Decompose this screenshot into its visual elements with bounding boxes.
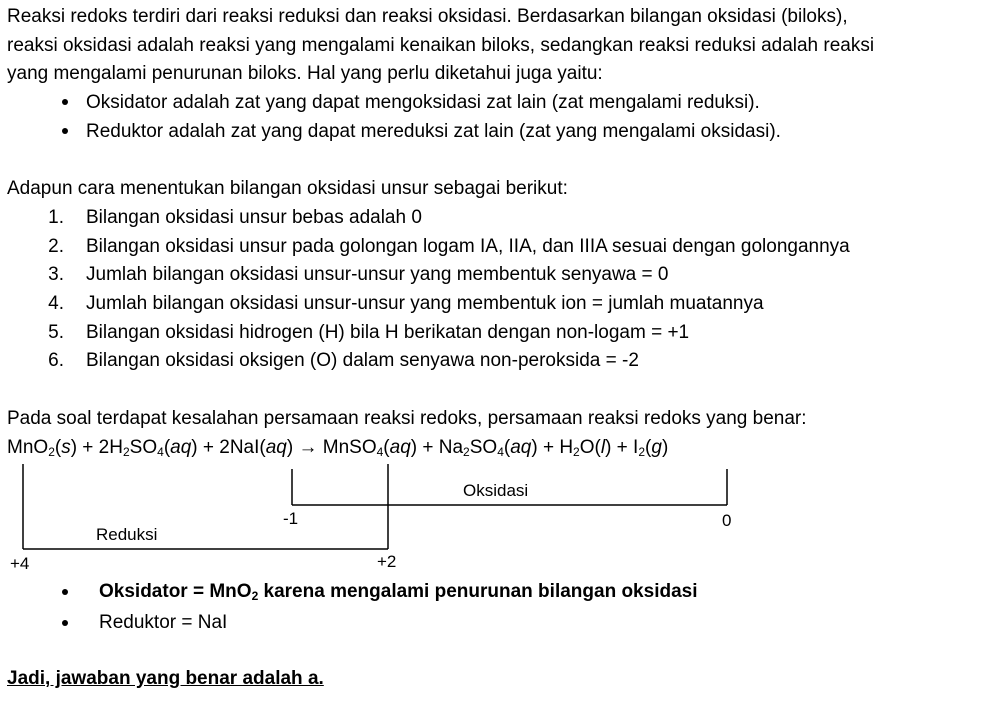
rule-item: Bilangan oksidasi hidrogen (H) bila H berikatan dengan non-logam = +1 [86,322,690,343]
intro-line-2: reaksi oksidasi adalah reaksi yang mengalami kenaikan biloks, sedangkan reaksi reduksi adalah reaksi [7,35,875,56]
equation-intro: Pada soal terdapat kesalahan persamaan reaksi redoks, persamaan reaksi redoks yang benar: [7,408,807,429]
bullet-icon [62,620,68,626]
rule-number: 4. [48,293,64,314]
rule-item: Bilangan oksidasi unsur pada golongan logam IA, IIA, dan IIIA sesuai dengan golongannya [86,236,850,257]
final-answer: Jadi, jawaban yang benar adalah a. [7,668,324,689]
rule-number: 1. [48,207,64,228]
rule-item: Jumlah bilangan oksidasi unsur-unsur yang membentuk ion = jumlah muatannya [86,293,764,314]
intro-bullet-1: Oksidator adalah zat yang dapat mengoksidasi zat lain (zat mengalami reduksi). [86,92,760,113]
rule-item: Bilangan oksidasi oksigen (O) dalam senyawa non-peroksida = -2 [86,350,639,371]
intro-bullet-2: Reduktor adalah zat yang dapat mereduksi zat lain (zat yang mengalami oksidasi). [86,121,781,142]
reduktor-statement: Reduktor = NaI [99,612,228,633]
redox-equation: $MnO_2(s) + 2H_2SO_4(aq) + 2NaI(aq)$ → MnSO$_4$(aq) + $Na_2SO_4(aq) + H_2O(l) + I_2(g)$ [7,437,669,459]
bullet-icon [62,589,68,595]
rule-item: Jumlah bilangan oksidasi unsur-unsur yang membentuk senyawa = 0 [86,264,669,285]
ox-number-plus4: +4 [10,554,30,573]
ox-number-minus1: -1 [283,509,299,528]
rule-number: 2. [48,236,64,257]
intro-line-3: yang mengalami penurunan biloks. Hal yang perlu diketahui juga yaitu: [7,63,603,84]
rules-heading: Adapun cara menentukan bilangan oksidasi unsur sebagai berikut: [7,178,568,199]
intro-line-1: Reaksi redoks terdiri dari reaksi reduksi dan reaksi oksidasi. Berdasarkan bilangan oksidasi (biloks), [7,6,848,27]
rule-item: Bilangan oksidasi unsur bebas adalah 0 [86,207,422,228]
reduksi-label: Reduksi [96,525,158,544]
oksidator-statement: Oksidator = MnO$_2$ karena mengalami penurunan bilangan oksidasi [99,581,698,603]
oksidasi-label: Oksidasi [463,481,529,500]
ox-number-zero: 0 [722,511,732,530]
rule-number: 6. [48,350,64,371]
rule-number: 5. [48,322,64,343]
rule-number: 3. [48,264,64,285]
ox-number-plus2: +2 [377,552,397,571]
